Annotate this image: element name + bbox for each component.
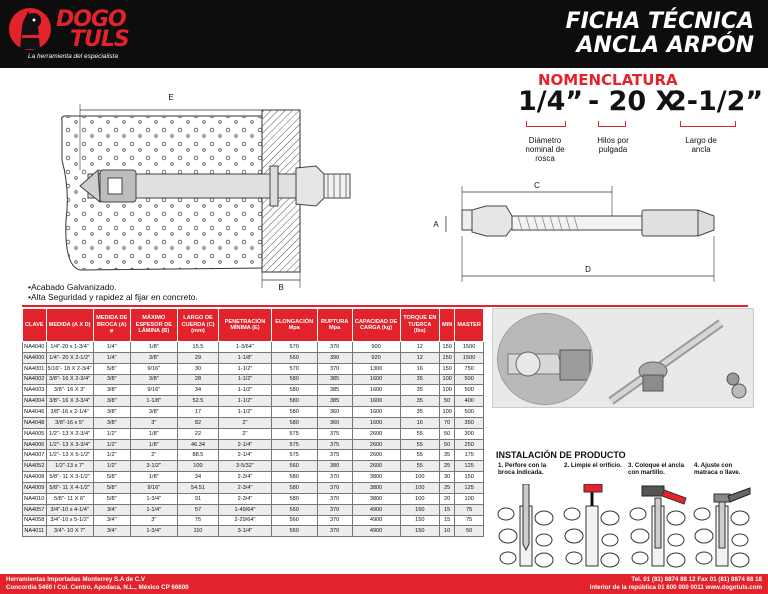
- table-cell: 2-3/4": [219, 493, 272, 504]
- table-cell: 1-1/2": [219, 385, 272, 396]
- table-cell: 125: [455, 461, 484, 472]
- spec-table: [22, 308, 484, 537]
- table-cell: 12: [400, 342, 440, 353]
- table-cell: 560: [271, 526, 317, 537]
- table-cell: NA4058: [23, 515, 47, 526]
- table-cell: 5/8": [93, 363, 130, 374]
- table-cell: NA4057: [23, 504, 47, 515]
- table-header-cell: LARGO DE CUERDA (C) (mm): [177, 309, 218, 342]
- table-cell: 3/8": [130, 407, 177, 418]
- table-cell: 370: [317, 482, 352, 493]
- table-cell: 30: [177, 363, 218, 374]
- table-cell: 35: [400, 407, 440, 418]
- table-cell: 1-1/2": [219, 363, 272, 374]
- table-cell: 5/8": [93, 472, 130, 483]
- hammer-step-icon: [628, 484, 688, 572]
- dimension-a: A: [433, 220, 439, 229]
- brand-logo[interactable]: [8, 5, 158, 65]
- table-row: [23, 363, 484, 374]
- table-cell: 5/8": [93, 493, 130, 504]
- table-cell: 1600: [352, 396, 400, 407]
- table-cell: 17: [177, 407, 218, 418]
- table-header-cell: MEDIDA DE BROCA (A) ⌀: [93, 309, 130, 342]
- table-row: [23, 504, 484, 515]
- table-cell: 2": [130, 450, 177, 461]
- table-cell: 390: [317, 352, 352, 363]
- table-cell: 3-1/2": [130, 461, 177, 472]
- table-cell: 370: [317, 472, 352, 483]
- table-cell: 3/8"- 16 X 2-3/4": [46, 374, 93, 385]
- title-line1: FICHA TÉCNICA: [565, 9, 754, 34]
- table-cell: 2": [219, 417, 272, 428]
- table-cell: 3800: [352, 493, 400, 504]
- table-cell: 400: [455, 396, 484, 407]
- table-cell: 55: [400, 439, 440, 450]
- table-cell: 1300: [352, 363, 400, 374]
- table-header-cell: ELONGACIÓN Mpa: [271, 309, 317, 342]
- table-cell: 100: [440, 374, 455, 385]
- table-cell: 370: [317, 526, 352, 537]
- nomenclature-label-threads: Hilos por pulgada: [597, 136, 629, 154]
- table-cell: NA4008: [23, 472, 47, 483]
- nomenclature-label-diameter: Diámetro nominal de rosca: [525, 136, 565, 163]
- table-cell: 3/8": [93, 385, 130, 396]
- table-cell: 1/4": [93, 352, 130, 363]
- table-cell: 3": [130, 417, 177, 428]
- table-cell: 100: [455, 493, 484, 504]
- table-cell: 2600: [352, 428, 400, 439]
- dog-logo-icon: [8, 5, 52, 57]
- table-row: [23, 526, 484, 537]
- feature-list: [28, 282, 198, 302]
- table-cell: 1/8": [130, 472, 177, 483]
- table-cell: 57: [177, 504, 218, 515]
- section-divider: [22, 305, 748, 307]
- install-step-2-label: 2. Limpie el orificio.: [564, 462, 622, 469]
- dimension-d: D: [585, 265, 591, 274]
- install-step-1-label: 1. Perfore con la broca indicada.: [498, 462, 547, 476]
- brand-name-line1: DOGO: [56, 7, 126, 32]
- table-cell: 55: [400, 461, 440, 472]
- table-cell: 50: [440, 396, 455, 407]
- table-cell: NA4002: [23, 374, 47, 385]
- table-cell: 5/16"- 18 X 2-3/4": [46, 363, 93, 374]
- table-cell: 580: [271, 493, 317, 504]
- table-cell: 5/8"- 11 X 4-1/2": [46, 482, 93, 493]
- table-cell: 1-3/64": [219, 342, 272, 353]
- table-cell: 1/4"-20 x 1-3/4": [46, 342, 93, 353]
- table-cell: 9/16": [130, 385, 177, 396]
- table-cell: 100: [400, 482, 440, 493]
- table-cell: 385: [317, 396, 352, 407]
- table-cell: 575: [271, 428, 317, 439]
- table-cell: 35: [400, 385, 440, 396]
- technical-drawing: [0, 70, 768, 300]
- table-header-cell: MEDIDA (A X D): [46, 309, 93, 342]
- table-cell: 580: [271, 385, 317, 396]
- table-cell: 350: [455, 417, 484, 428]
- table-cell: 1500: [455, 342, 484, 353]
- table-cell: 1/2": [93, 428, 130, 439]
- table-header-cell: CLAVE: [23, 309, 47, 342]
- table-cell: NA4004: [23, 396, 47, 407]
- brand-tagline: La herramienta del especialista: [28, 53, 118, 60]
- table-cell: 1/8": [130, 342, 177, 353]
- footer-company: [6, 576, 189, 591]
- table-cell: 250: [455, 439, 484, 450]
- table-cell: 150: [455, 472, 484, 483]
- table-cell: 580: [271, 407, 317, 418]
- table-cell: 2": [219, 428, 272, 439]
- table-cell: 34: [177, 472, 218, 483]
- table-cell: NA4009: [23, 482, 47, 493]
- title-line2: ANCLA ARPÓN: [576, 33, 754, 58]
- table-cell: 35: [400, 396, 440, 407]
- table-cell: 2-3/4": [219, 482, 272, 493]
- table-cell: 580: [271, 374, 317, 385]
- table-cell: 3/4"-10 x 5-1/2": [46, 515, 93, 526]
- table-cell: 15.5: [177, 342, 218, 353]
- table-cell: 1/2"- 13 X 5-1/2": [46, 450, 93, 461]
- footer-bar: [0, 574, 768, 594]
- table-cell: 380: [317, 461, 352, 472]
- table-cell: 2-3/4": [219, 472, 272, 483]
- table-cell: 3/8"- 16 X 3-3/4": [46, 396, 93, 407]
- install-step-3-label: 3. Coloque el ancla con martillo.: [628, 462, 685, 476]
- table-cell: 29: [177, 352, 218, 363]
- table-row: [23, 417, 484, 428]
- footer-contact: [590, 576, 762, 591]
- table-cell: 580: [271, 482, 317, 493]
- table-row: [23, 374, 484, 385]
- footer-company-name: Herramientas Importadas Monterrey S.A de C.V: [6, 576, 146, 583]
- table-row: [23, 439, 484, 450]
- table-cell: 3/4": [93, 504, 130, 515]
- table-cell: 1/2": [93, 461, 130, 472]
- table-cell: 34: [177, 385, 218, 396]
- table-cell: NA4000: [23, 352, 47, 363]
- table-cell: 25: [440, 461, 455, 472]
- table-cell: 375: [317, 439, 352, 450]
- table-cell: 900: [352, 342, 400, 353]
- table-cell: 370: [317, 363, 352, 374]
- table-cell: 1-49/64": [219, 504, 272, 515]
- table-cell: 560: [271, 461, 317, 472]
- table-cell: 1600: [352, 385, 400, 396]
- drill-step-icon: [496, 484, 556, 572]
- table-cell: 25: [440, 482, 455, 493]
- table-cell: 1-1/2": [219, 407, 272, 418]
- table-cell: 15: [440, 504, 455, 515]
- table-cell: 500: [455, 407, 484, 418]
- table-cell: 50: [440, 428, 455, 439]
- table-cell: 3/8": [93, 417, 130, 428]
- table-cell: 3-5/32": [219, 461, 272, 472]
- table-row: [23, 407, 484, 418]
- table-cell: 2600: [352, 450, 400, 461]
- table-cell: 175: [455, 450, 484, 461]
- table-cell: 10: [440, 526, 455, 537]
- table-header-cell: TORQUE EN TUERCA (lbs): [400, 309, 440, 342]
- table-cell: 82: [177, 417, 218, 428]
- table-cell: 46.34: [177, 439, 218, 450]
- table-row: [23, 515, 484, 526]
- table-header-cell: RUPTURA Mpa: [317, 309, 352, 342]
- table-row: [23, 450, 484, 461]
- table-cell: 570: [271, 363, 317, 374]
- table-row: [23, 493, 484, 504]
- table-cell: 28: [177, 374, 218, 385]
- wrench-step-icon: [692, 484, 752, 572]
- table-cell: 1-3/4": [130, 493, 177, 504]
- table-cell: 75: [455, 504, 484, 515]
- table-header-cell: CAPACIDAD DE CARGA (kg): [352, 309, 400, 342]
- table-cell: 3/8": [130, 374, 177, 385]
- table-cell: 16: [400, 417, 440, 428]
- table-cell: 50: [440, 439, 455, 450]
- table-cell: 500: [455, 385, 484, 396]
- table-cell: 3/8": [93, 396, 130, 407]
- table-cell: 575: [271, 450, 317, 461]
- table-cell: 1600: [352, 417, 400, 428]
- table-cell: NA4005: [23, 428, 47, 439]
- table-cell: 1/8": [130, 428, 177, 439]
- dimension-b: B: [278, 283, 284, 292]
- table-cell: 360: [317, 417, 352, 428]
- table-cell: 35: [400, 374, 440, 385]
- table-cell: 3-1/4": [219, 526, 272, 537]
- table-cell: 1600: [352, 407, 400, 418]
- table-cell: 580: [271, 417, 317, 428]
- table-row: [23, 396, 484, 407]
- table-cell: 55: [400, 450, 440, 461]
- table-cell: NA4010: [23, 493, 47, 504]
- nomenclature-diameter: 1/4”: [518, 86, 584, 117]
- table-cell: 35: [440, 450, 455, 461]
- table-cell: 360: [317, 407, 352, 418]
- table-cell: 3/8"-16 x 5": [46, 417, 93, 428]
- footer-address: Concordia 5460 I Col. Centro, Apodaca, N.L., México CP 66600: [6, 583, 189, 591]
- product-photo: [492, 308, 754, 408]
- table-cell: 20: [440, 493, 455, 504]
- table-cell: 1/2"- 13 X 2-3/4": [46, 428, 93, 439]
- table-cell: 150: [400, 515, 440, 526]
- table-cell: NA4003: [23, 385, 47, 396]
- table-header-cell: MASTER: [455, 309, 484, 342]
- table-cell: 75: [177, 515, 218, 526]
- table-cell: NA4011: [23, 526, 47, 537]
- table-row: [23, 352, 484, 363]
- table-cell: 1500: [455, 352, 484, 363]
- table-cell: 1/2"- 13 X 3-3/4": [46, 439, 93, 450]
- table-cell: 3/8": [93, 374, 130, 385]
- table-cell: 1/8": [130, 439, 177, 450]
- table-cell: 150: [400, 504, 440, 515]
- table-cell: 150: [440, 363, 455, 374]
- table-cell: 12: [400, 352, 440, 363]
- table-cell: 560: [271, 504, 317, 515]
- table-cell: 5/8"- 11 X 6": [46, 493, 93, 504]
- table-cell: 920: [352, 352, 400, 363]
- brand-name-line2: TULS: [70, 27, 129, 52]
- table-cell: 3/8"- 16 X 3": [46, 385, 93, 396]
- table-cell: 560: [271, 515, 317, 526]
- table-row: [23, 482, 484, 493]
- table-cell: 2600: [352, 461, 400, 472]
- table-cell: 1-3/4": [130, 526, 177, 537]
- table-cell: 300: [455, 428, 484, 439]
- table-cell: NA4006: [23, 439, 47, 450]
- table-cell: 580: [271, 472, 317, 483]
- clean-step-icon: [562, 484, 622, 572]
- table-header-cell: PENETRACIÓN MÍNIMA (E): [219, 309, 272, 342]
- table-cell: NA4046: [23, 407, 47, 418]
- table-cell: 1-1/2": [219, 374, 272, 385]
- table-cell: 3/4": [93, 515, 130, 526]
- table-row: [23, 472, 484, 483]
- table-cell: NA4052: [23, 461, 47, 472]
- table-cell: 125: [455, 482, 484, 493]
- table-cell: 150: [400, 526, 440, 537]
- footer-phone: Tel. 01 (81) 8874 88 12 Fax 01 (81) 8874 88 18: [631, 576, 762, 583]
- table-body: [23, 342, 484, 537]
- table-cell: NA4040: [23, 342, 47, 353]
- table-cell: 1/2"-13 x 7": [46, 461, 93, 472]
- table-cell: 9/16": [130, 482, 177, 493]
- table-cell: 4900: [352, 526, 400, 537]
- table-cell: 370: [317, 342, 352, 353]
- table-row: [23, 342, 484, 353]
- table-cell: 370: [317, 493, 352, 504]
- table-cell: 2-1/4": [219, 439, 272, 450]
- anchor-photo: [601, 315, 751, 405]
- table-cell: 88.5: [177, 450, 218, 461]
- table-cell: 1/2": [93, 439, 130, 450]
- table-cell: 3/8": [130, 352, 177, 363]
- footer-website[interactable]: Interior de la república 01 800 000 0011 www.dogotuls.com: [589, 583, 762, 591]
- header-bar: [0, 0, 768, 68]
- table-cell: 100: [400, 493, 440, 504]
- table-cell: 3800: [352, 472, 400, 483]
- nomenclature-length: 2-1/2”: [668, 86, 764, 117]
- table-cell: NA4001: [23, 363, 47, 374]
- anchor-closeup-photo: [497, 313, 593, 405]
- feature-item: •Acabado Galvanizado.: [28, 282, 117, 292]
- dimension-c: C: [534, 181, 540, 190]
- table-cell: 110: [177, 526, 218, 537]
- table-cell: 1-1/8": [130, 396, 177, 407]
- table-cell: 75: [455, 515, 484, 526]
- table-cell: 15: [440, 515, 455, 526]
- nomenclature-label-length: Largo de ancla: [685, 136, 717, 154]
- table-cell: 370: [317, 504, 352, 515]
- table-cell: 2600: [352, 439, 400, 450]
- table-cell: 2-1/4": [219, 450, 272, 461]
- table-cell: 70: [440, 417, 455, 428]
- table-cell: 4900: [352, 515, 400, 526]
- table-cell: 91: [177, 493, 218, 504]
- table-cell: 30: [440, 472, 455, 483]
- table-cell: 500: [455, 374, 484, 385]
- table-cell: 1-1/2": [219, 396, 272, 407]
- table-cell: 3800: [352, 482, 400, 493]
- table-cell: 55: [400, 428, 440, 439]
- dimension-e: E: [168, 93, 174, 102]
- nomenclature-threads: - 20 X: [588, 86, 677, 117]
- document-title: [566, 10, 754, 58]
- table-cell: 560: [271, 352, 317, 363]
- table-cell: NA4048: [23, 417, 47, 428]
- table-row: [23, 461, 484, 472]
- table-cell: 1/4": [93, 342, 130, 353]
- table-cell: 375: [317, 450, 352, 461]
- table-row: [23, 385, 484, 396]
- table-cell: 5/8"- 11 X 3-1/2": [46, 472, 93, 483]
- table-cell: 5/8": [93, 482, 130, 493]
- installation-title: INSTALACIÓN DE PRODUCTO: [496, 450, 626, 460]
- table-cell: 385: [317, 385, 352, 396]
- table-cell: 1600: [352, 374, 400, 385]
- table-cell: 2-29/64": [219, 515, 272, 526]
- table-cell: 3/8": [93, 407, 130, 418]
- feature-item: •Alta Seguridad y rapidez al fijar en concreto.: [28, 292, 198, 302]
- table-cell: 100: [440, 407, 455, 418]
- table-cell: 1/4"- 20 X 2-1/2": [46, 352, 93, 363]
- table-cell: 570: [271, 342, 317, 353]
- table-cell: 385: [317, 374, 352, 385]
- table-cell: 370: [317, 515, 352, 526]
- table-cell: 3/4": [93, 526, 130, 537]
- table-cell: 1-1/4": [130, 504, 177, 515]
- table-cell: 9/16": [130, 363, 177, 374]
- table-cell: 100: [177, 461, 218, 472]
- table-cell: 100: [440, 385, 455, 396]
- table-header-cell: MÁXIMO ESPESOR DE LÁMINA (B): [130, 309, 177, 342]
- table-cell: 50: [455, 526, 484, 537]
- table-cell: 22: [177, 428, 218, 439]
- table-cell: 580: [271, 396, 317, 407]
- install-step-4-label: 4. Ajuste con matraca o llave.: [694, 462, 741, 476]
- table-cell: 3/4"- 10 X 7": [46, 526, 93, 537]
- table-row: [23, 428, 484, 439]
- nomenclature-title: NOMENCLATURA: [538, 71, 678, 89]
- table-header-cell: MIN: [440, 309, 455, 342]
- table-cell: 16: [400, 363, 440, 374]
- table-cell: 375: [317, 428, 352, 439]
- table-cell: 1-1/8": [219, 352, 272, 363]
- table-cell: NA4007: [23, 450, 47, 461]
- table-cell: 1/2": [93, 450, 130, 461]
- table-cell: 52.5: [177, 396, 218, 407]
- table-cell: 3": [130, 515, 177, 526]
- table-cell: 150: [440, 342, 455, 353]
- table-header-row: [23, 309, 484, 342]
- table-cell: 4900: [352, 504, 400, 515]
- table-cell: 750: [455, 363, 484, 374]
- table-cell: 100: [400, 472, 440, 483]
- table-cell: 3/4"-10 x 4-1/4": [46, 504, 93, 515]
- table-cell: 575: [271, 439, 317, 450]
- table-cell: 150: [440, 352, 455, 363]
- table-cell: 54.51: [177, 482, 218, 493]
- table-cell: 3/8"-16 x 2-1/4": [46, 407, 93, 418]
